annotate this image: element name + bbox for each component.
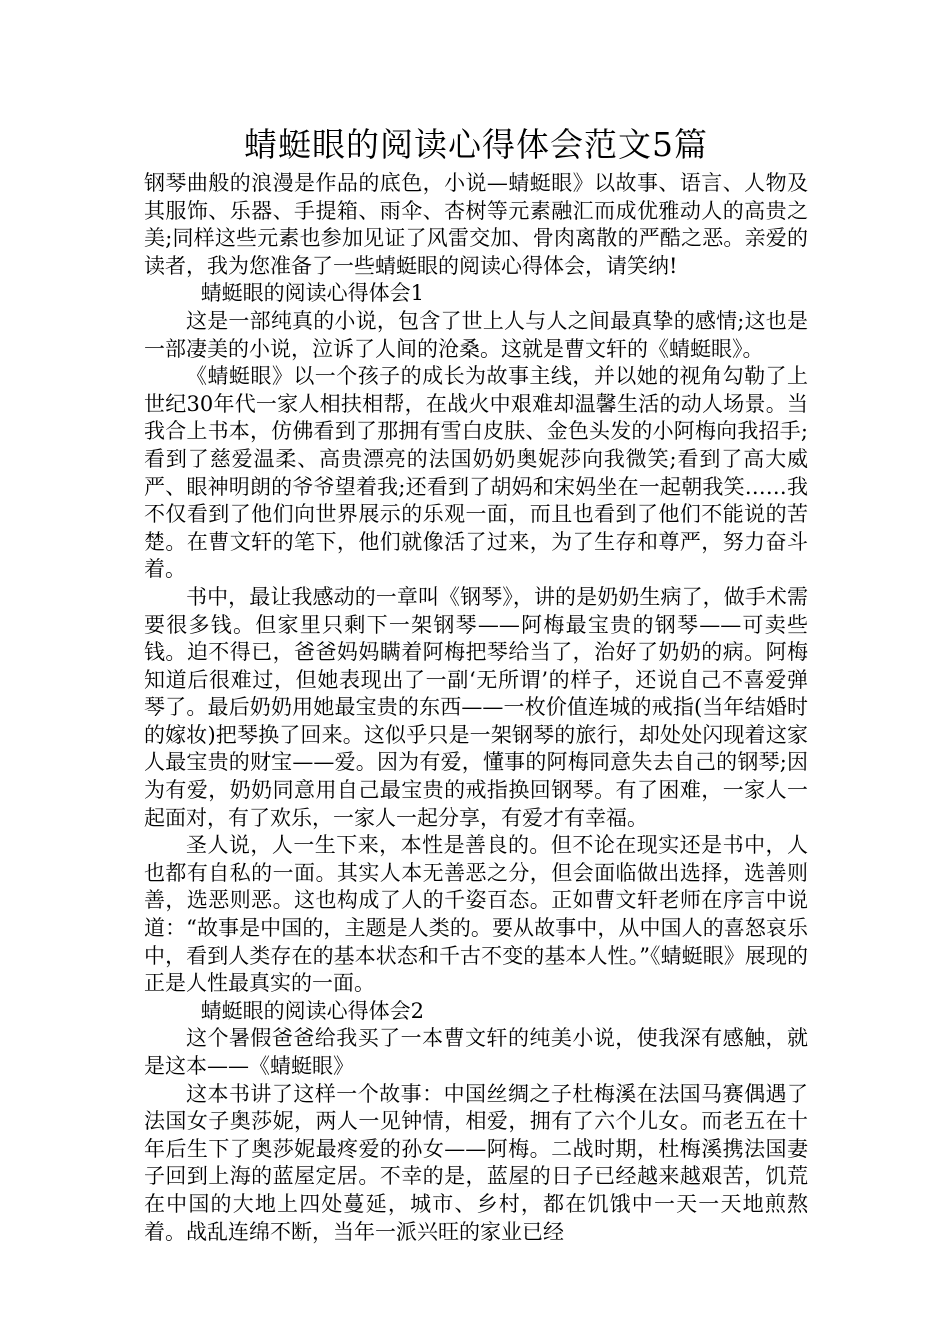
section-heading-2: 蜻蜓眼的阅读心得体会2 <box>200 998 425 1023</box>
body-paragraph: 《蜻蜓眼》以一个孩子的成长为故事主线，并以她的视角勾勒了上世纪30年代一家人相扶相帮，在战火中艰难却温馨生活的动人场景。当我合上书本，仿佛看到了那拥有雪白皮肤、金色头发的小阿梅向我招手;看到了慈爱温柔、高贵漂亮的法国奶奶奥妮莎向我微笑;看到了高大威严、眼神明朗的爷爷望着我;还看到了胡妈和宋妈坐在一起朝我笑……我不仅看到了他们向世界展示的乐观一面，而且也看到了他们不能说的苦楚。在曹文轩的笔下，他们就像活了过来，为了生存和尊严，努力奋斗着。 <box>144 364 808 582</box>
body-paragraph: 书中，最让我感动的一章叫《钢琴》，讲的是奶奶生病了，做手术需要很多钱。但家里只剩下一架钢琴——阿梅最宝贵的钢琴——可卖些钱。迫不得已，爸爸妈妈瞒着阿梅把琴给当了，治好了奶奶的病。阿梅知道后很难过，但她表现出了一副‘无所谓’的样子，还说自己不喜爱弹琴了。最后奶奶用她最宝贵的东西——一枚价值连城的戒指(当年结婚时的嫁妆)把琴换了回来。这似乎只是一架钢琴的旅行，却处处闪现着这家人最宝贵的财宝——爱。因为有爱，懂事的阿梅同意失去自己的钢琴;因为有爱，奶奶同意用自己最宝贵的戒指换回钢琴。有了困难，一家人一起面对，有了欢乐，一家人一起分享，有爱才有幸福。 <box>144 584 808 830</box>
body-paragraph: 这是一部纯真的小说，包含了世上人与人之间最真挚的感情;这也是一部凄美的小说，泣诉了人间的沧桑。这就是曹文轩的《蜻蜓眼》。 <box>144 308 808 361</box>
body-paragraph: 这本书讲了这样一个故事：中国丝绸之子杜梅溪在法国马赛偶遇了法国女子奥莎妮，两人一见钟情，相爱，拥有了六个儿女。而老五在十年后生下了奥莎妮最疼爱的孙女——阿梅。二战时期，杜梅溪携法国妻子回到上海的蓝屋定居。不幸的是，蓝屋的日子已经越来越艰苦，饥荒在中国的大地上四处蔓延，城市、乡村，都在饥饿中一天一天地煎熬着。战乱连绵不断，当年一派兴旺的家业已经 <box>144 1081 808 1244</box>
section-heading-1: 蜻蜓眼的阅读心得体会1 <box>200 281 425 306</box>
intro-paragraph: 钢琴曲般的浪漫是作品的底色，小说—蜻蜓眼》以故事、语言、人物及其服饰、乐器、手提箱、雨伞、杏树等元素融汇而成优雅动人的高贵之美;同样这些元素也参加见证了风雷交加、骨肉离散的严酷之恶。亲爱的读者，我为您准备了一些蜻蜓眼的阅读心得体会，请笑纳! <box>144 171 808 278</box>
body-paragraph: 圣人说，人一生下来，本性是善良的。但不论在现实还是书中，人也都有自私的一面。其实人本无善恶之分，但会面临做出选择，选善则善，选恶则恶。这也构成了人的千姿百态。正如曹文轩老师在序言中说道：“故事是中国的，主题是人类的。要从故事中，从中国人的喜怒哀乐中，看到人类存在的基本状态和千古不变的基本人性。”《蜻蜓眼》展现的正是人性最真实的一面。 <box>144 833 808 996</box>
document-page <box>144 122 808 1246</box>
document-title: 蜻蜓眼的阅读心得体会范文5篇 <box>244 125 708 164</box>
document-body <box>144 170 808 1246</box>
body-paragraph: 这个暑假爸爸给我买了一本曹文轩的纯美小说，使我深有感触，就是这本——《蜻蜓眼》 <box>144 1026 808 1078</box>
